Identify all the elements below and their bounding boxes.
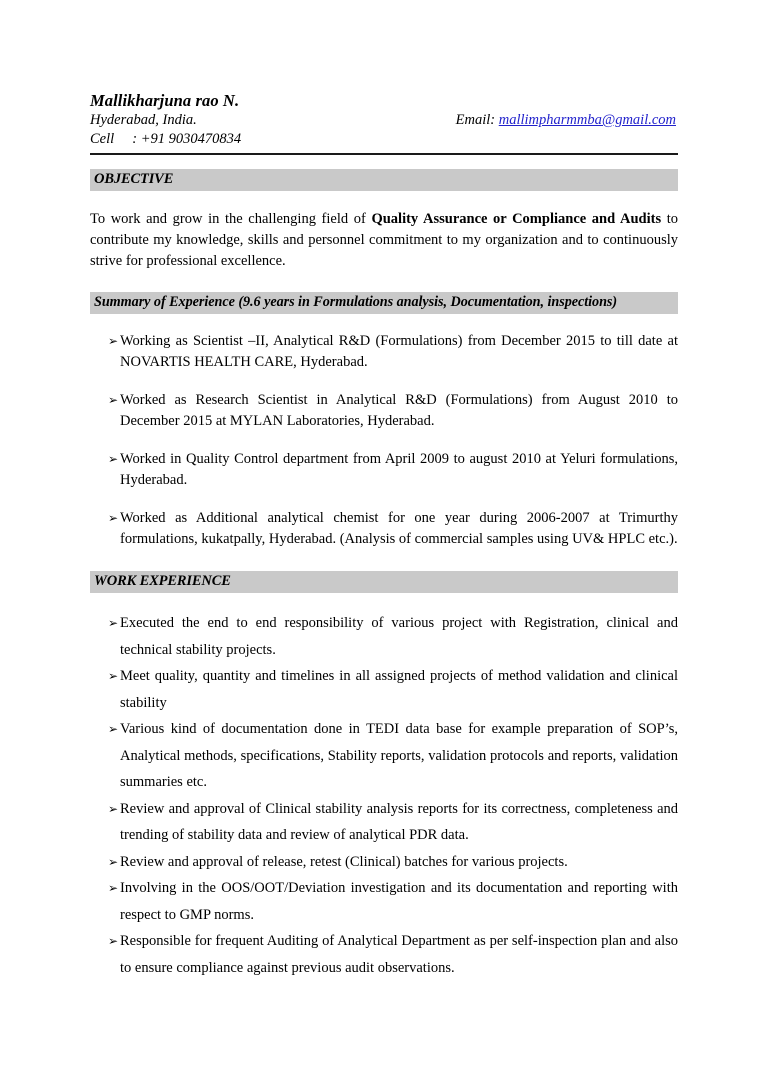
list-item (90, 796, 678, 849)
list-item (90, 928, 678, 981)
arrow-bullet-icon: ➢ (108, 881, 119, 895)
arrow-bullet-icon: ➢ (108, 801, 119, 816)
objective-paragraph (90, 209, 678, 272)
list-item (90, 331, 678, 373)
list-item-text: Review and approval of release, retest (Clinical) batches for various projects. (120, 853, 568, 870)
list-item-text: Responsible for frequent Auditing of Analytical Department as per self-inspection plan and also to ensure compliance against previous audit observations. (120, 933, 678, 976)
list-item (90, 390, 678, 432)
list-item (90, 875, 678, 928)
summary-bullet-list (90, 331, 678, 550)
list-item-text: Meet quality, quantity and timelines in all assigned projects of method validation and clinical stability (120, 668, 678, 711)
list-item-text: Various kind of documentation done in TEDI data base for example preparation of SOP’s, Analytical methods, specifications, Stability reports, validation protocols and reports, validation summaries etc. (120, 721, 678, 790)
list-item (90, 716, 678, 796)
objective-text-bold: Quality Assurance or Compliance and Audits (371, 211, 662, 227)
list-item (90, 449, 678, 491)
list-item (90, 663, 678, 716)
email-label: Email: (455, 112, 496, 128)
candidate-location: Hyderabad, India. (90, 112, 197, 128)
arrow-bullet-icon: ➢ (108, 934, 119, 948)
arrow-bullet-icon: ➢ (108, 722, 119, 736)
contact-line-location-email (90, 111, 678, 130)
arrow-bullet-icon: ➢ (108, 669, 119, 683)
section-band-summary-of-experience: Summary of Experience (9.6 years in Formulations analysis, Documentation, inspections) (90, 292, 678, 314)
list-item-text: Working as Scientist –II, Analytical R&D (Formulations) from December 2015 to till date at NOVARTIS HEALTH CARE, Hyderabad. (120, 333, 678, 370)
email-link[interactable]: mallimpharmmba@gmail.com (498, 112, 676, 128)
arrow-bullet-icon: ➢ (108, 452, 119, 466)
email-group (456, 111, 678, 130)
list-item-text: Worked as Research Scientist in Analytical R&D (Formulations) from August 2010 to December 2015 at MYLAN Laboratories, Hyderabad. (120, 392, 678, 429)
arrow-bullet-icon: ➢ (108, 393, 119, 407)
section-band-work-experience: WORK EXPERIENCE (90, 571, 678, 593)
candidate-name: Mallikharjuna rao N. (90, 91, 240, 110)
document-content (90, 90, 678, 981)
list-item-text: Worked as Additional analytical chemist for one year during 2006-2007 at Trimurthy formulations, kukatpally, Hyderabad. (Analysis of commercial samples using UV& HPLC etc.). (120, 510, 678, 547)
arrow-bullet-icon: ➢ (108, 334, 119, 348)
list-item-text: Worked in Quality Control department from April 2009 to august 2010 at Yeluri formulations, Hyderabad. (120, 451, 678, 488)
objective-text-before: To work and grow in the challenging field of (90, 211, 372, 227)
section-band-objective: OBJECTIVE (90, 169, 678, 191)
list-item-text: Involving in the OOS/OOT/Deviation investigation and its documentation and reporting with respect to GMP norms. (120, 880, 678, 923)
arrow-bullet-icon: ➢ (108, 616, 119, 630)
resume-header (90, 90, 678, 155)
list-item (90, 849, 678, 876)
list-item (90, 508, 678, 550)
list-item (90, 610, 678, 663)
list-item-text: Executed the end to end responsibility of various project with Registration, clinical and technical stability projects. (120, 615, 678, 658)
arrow-bullet-icon: ➢ (108, 854, 119, 869)
work-experience-bullet-list (90, 610, 678, 981)
candidate-cell: Cell : +91 9030470834 (90, 131, 242, 147)
arrow-bullet-icon: ➢ (108, 511, 119, 525)
list-item-text: Review and approval of Clinical stability analysis reports for its correctness, completeness and trending of stability data and review of analytical PDR data. (120, 800, 678, 843)
objective-text-after: to contribute my knowledge, skills and personnel commitment to my organization and to continuously strive for professional excellence. (90, 211, 679, 269)
